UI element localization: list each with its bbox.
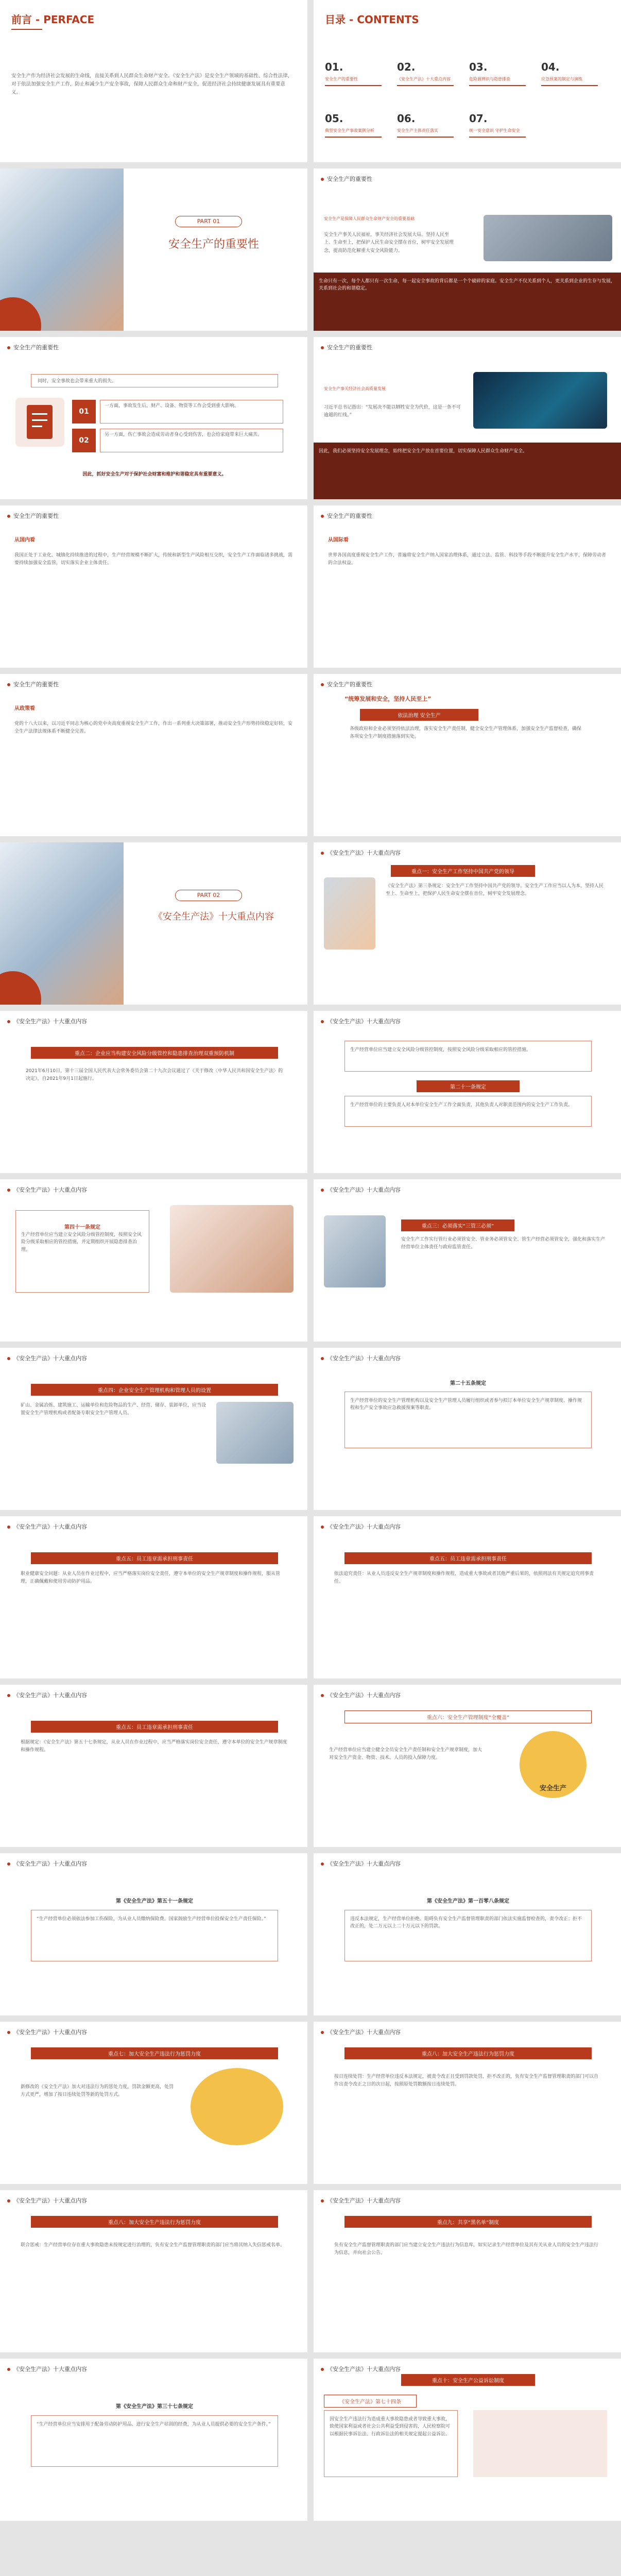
helmet-badge: 安全生产 bbox=[539, 1785, 566, 1792]
slide-header: 《安全生产法》十大重点内容 bbox=[7, 1185, 87, 1194]
slide-20[interactable] bbox=[314, 1516, 621, 1679]
part-label: PART 01 bbox=[175, 216, 242, 227]
body-text: 习近平总书记指出：“发展决不能以牺牲安全为代价，这是一条不可逾越的红线。” bbox=[324, 405, 461, 418]
photo bbox=[216, 1402, 294, 1464]
contents-item-number: 03. bbox=[469, 61, 488, 73]
section-bar: 重点五：员工违章需承担刑事责任 bbox=[31, 1721, 278, 1733]
article-box: 生产经营单位应当建立安全风险分级管控制度，按照安全风险分级采取相应的管控措施。 bbox=[344, 1041, 592, 1072]
body-text: 安全生产事关人民福祉，事关经济社会发展大局。坚持人民至上、生命至上，把保护人民生命安全摆在首位，树牢安全发展理念，提高防范化解重大安全风险能力。 bbox=[324, 232, 454, 253]
slide-header: 《安全生产法》十大重点内容 bbox=[321, 2365, 401, 2373]
body-text: 矿山、金属冶炼、建筑施工、运输单位和危险物品的生产、经营、储存、装卸单位，应当设置安全生产管理机构或者配备专职安全生产管理人员。 bbox=[21, 1403, 206, 1416]
contents-item-underline bbox=[325, 85, 382, 86]
body-text: 职业健康安全问题：从业人员在作业过程中，应当严格落实岗位安全责任，遵守本单位的安全生产规章制度和操作规程，服从管理，正确佩戴和使用劳动防护用品。 bbox=[21, 1571, 281, 1585]
slide-header: 《安全生产法》十大重点内容 bbox=[7, 1859, 87, 1868]
slide-10[interactable] bbox=[314, 674, 621, 836]
preface-title: 前言 - PERFACE bbox=[11, 13, 95, 26]
section-title: 从政策看 bbox=[14, 706, 35, 711]
slide-23[interactable] bbox=[0, 1853, 307, 2015]
slide-12[interactable] bbox=[314, 842, 621, 1005]
slide-header: 安全生产的重要性 bbox=[321, 175, 372, 183]
preface-body: 安全生产作为经济社会发展的生命线，直接关系到人民群众生命财产安全。《安全生产法》是安全生产领域的基础性、综合性法律，对于依法加强安全生产工作，防止和减少生产安全事故，保障人民群众生命和财产安全，促进经济社会持续健康发展具有重要意义。 bbox=[11, 73, 293, 96]
slide-header: 《安全生产法》十大重点内容 bbox=[321, 1017, 401, 1025]
contents-item[interactable] bbox=[397, 112, 461, 138]
article-box: 违反本法规定，生产经营单位拒绝、阻碍负有安全生产监督管理职责的部门依法实施监督检查的，责令改正；拒不改正的，处二万元以上二十万元以下的罚款。 bbox=[344, 1910, 592, 1961]
contents-item-label: 安全生产的重要性 bbox=[325, 77, 358, 81]
section-bar: 重点三：必须落实“三管三必须” bbox=[401, 1219, 514, 1231]
contents-item-underline bbox=[325, 137, 382, 138]
slide-header: 《安全生产法》十大重点内容 bbox=[7, 1354, 87, 1362]
section-title: 第《安全生产法》第三十七条规定 bbox=[116, 2404, 193, 2410]
slide-17[interactable] bbox=[0, 1348, 307, 1510]
section-bar: 重点六：安全生产管理制度“全覆盖” bbox=[344, 1710, 592, 1723]
point-text: 一方面，事故发生后，财产、设备、物资等工作会受到重大影响。 bbox=[100, 400, 283, 423]
photo bbox=[324, 1215, 386, 1287]
contents-item[interactable] bbox=[325, 61, 389, 86]
slide-header: 《安全生产法》十大重点内容 bbox=[321, 1185, 401, 1194]
intro-box: 同时，安全事故也会带来重大的损失。 bbox=[31, 374, 278, 387]
body-text: 依法追究责任：从业人员违反安全生产规章制度和操作规程，造成重大事故或者其他严重后果的，依照刑法有关规定追究刑事责任。 bbox=[334, 1571, 594, 1585]
point-text: 另一方面，伤亡事故会造成劳动者身心受到伤害，也会给家庭带来巨大痛苦。 bbox=[100, 429, 283, 452]
slide-header: 《安全生产法》十大重点内容 bbox=[321, 1691, 401, 1699]
slide-21[interactable] bbox=[0, 1685, 307, 1847]
slide-header: 《安全生产法》十大重点内容 bbox=[7, 2365, 87, 2373]
dark-panel: 因此，我们必须坚持安全发展理念，始终把安全生产放在首要位置，切实保障人民群众生命财产安全。 bbox=[314, 443, 621, 499]
slide-preface[interactable] bbox=[0, 0, 307, 162]
slide-header: 《安全生产法》十大重点内容 bbox=[321, 1859, 401, 1868]
body-text: 党的十八大以来，以习近平同志为核心的党中央高度重视安全生产工作，作出一系列重大决策部署，推动安全生产形势持续稳定好转，安全生产法律法规体系不断健全完善。 bbox=[14, 721, 293, 735]
slide-contents[interactable] bbox=[314, 0, 621, 162]
contents-item-label: 安全生产主体责任落实 bbox=[397, 128, 438, 133]
section-title: 第《安全生产法》第一百零八条规定 bbox=[427, 1899, 509, 1904]
slide-header: 安全生产的重要性 bbox=[7, 512, 59, 520]
body-text: 联合惩戒：生产经营单位存在重大事故隐患未按规定进行治理的，负有安全生产监督管理职责的部门应当将其纳入失信惩戒名单。 bbox=[21, 2243, 285, 2248]
contents-item[interactable] bbox=[325, 112, 389, 138]
slide-19[interactable] bbox=[0, 1516, 307, 1679]
slide-part1[interactable] bbox=[0, 168, 307, 331]
conclusion-text: 因此，抓好安全生产对于保护社会财富和维护和谐稳定具有重要意义。 bbox=[82, 472, 227, 477]
article-box: 生产经营单位应当建立安全风险分级管控制度，按照安全风险分级采取相应的管控措施，并定期组织开展隐患排查治理。 bbox=[15, 1210, 149, 1293]
article-box: “生产经营单位必须依法参加工伤保险，为从业人员缴纳保险费。国家鼓励生产经营单位投保安全生产责任保险。” bbox=[31, 1910, 278, 1961]
slide-5[interactable] bbox=[0, 337, 307, 499]
part-title: 安全生产的重要性 bbox=[168, 238, 259, 251]
section-bar: 重点五：员工违章需承担刑事责任 bbox=[31, 1552, 278, 1564]
slide-16[interactable] bbox=[314, 1179, 621, 1342]
section-title: 第《安全生产法》第五十一条规定 bbox=[116, 1899, 193, 1904]
slide-part2[interactable] bbox=[0, 842, 307, 1005]
slide-header: 《安全生产法》十大重点内容 bbox=[7, 1691, 87, 1699]
section-bar: 重点八：加大安全生产违法行为惩罚力度 bbox=[31, 2216, 278, 2228]
slide-header: 《安全生产法》十大重点内容 bbox=[321, 1522, 401, 1531]
section-bar: 重点一：安全生产工作坚持中国共产党的领导 bbox=[391, 865, 535, 877]
slide-29[interactable] bbox=[0, 2359, 307, 2521]
contents-item-underline bbox=[397, 85, 454, 86]
photo bbox=[324, 877, 375, 950]
body-text: 我国正处于工业化、城镇化持续推进的过程中，生产经营规模不断扩大，传统和新型生产风险相互交织，安全生产工作面临诸多挑战，需要持续加强安全监管，切实落实企业主体责任。 bbox=[14, 553, 293, 566]
slide-header: 安全生产的重要性 bbox=[321, 680, 372, 688]
slide-header: 《安全生产法》十大重点内容 bbox=[321, 2196, 401, 2205]
point-item bbox=[72, 400, 283, 423]
contents-item-label: 统一安全意识 守护生命安全 bbox=[469, 128, 520, 133]
section-label: 安全生产是保障人民群众生命财产安全的重要基础 bbox=[324, 216, 415, 221]
slide-7[interactable] bbox=[0, 505, 307, 668]
section-bar: 重点二：企业应当构建安全风险分级管控和隐患排查治理双重预防机制 bbox=[31, 1047, 278, 1059]
contents-item-number: 05. bbox=[325, 112, 343, 125]
slide-header: 《安全生产法》十大重点内容 bbox=[7, 2196, 87, 2205]
slide-30[interactable] bbox=[314, 2359, 621, 2521]
slide-24[interactable] bbox=[314, 1853, 621, 2015]
slide-26[interactable] bbox=[314, 2022, 621, 2184]
section-title: 第四十一条规定 bbox=[64, 1225, 100, 1230]
section-title: 从国际看 bbox=[328, 537, 349, 543]
article-box: 生产经营单位的主要负责人对本单位安全生产工作全面负责，其他负责人对职责范围内的安全生产工作负责。 bbox=[344, 1096, 592, 1127]
slide-header: 《安全生产法》十大重点内容 bbox=[7, 1017, 87, 1025]
slide-13[interactable] bbox=[0, 1011, 307, 1173]
slide-header: 安全生产的重要性 bbox=[7, 343, 59, 351]
slide-header: 《安全生产法》十大重点内容 bbox=[7, 2028, 87, 2036]
contents-item-number: 04. bbox=[541, 61, 560, 73]
contents-item[interactable] bbox=[397, 61, 461, 86]
body-text: 世界各国高度重视安全生产工作，普遍将安全生产纳入国家治理体系，通过立法、监管、科技等手段不断提升安全生产水平，保障劳动者的合法权益。 bbox=[328, 553, 607, 566]
article-label: 《安全生产法》第七十四条 bbox=[324, 2395, 417, 2408]
dark-panel: 生命只有一次，每个人都只有一次生命，每一起安全事故的背后都是一个个破碎的家庭。安全生产不仅关系到个人，更关系到企业的生存与发展，关系到社会的和谐稳定。 bbox=[314, 273, 621, 331]
contents-item-underline bbox=[397, 137, 454, 138]
section-bar: 重点八：加大安全生产违法行为惩罚力度 bbox=[344, 2047, 592, 2059]
section-label: 安全生产事关经济社会高质量发展 bbox=[324, 386, 386, 391]
contents-item-label: 典型安全生产事故案例分析 bbox=[325, 128, 374, 133]
slide-header: 《安全生产法》十大重点内容 bbox=[321, 2028, 401, 2036]
part-label: PART 02 bbox=[175, 890, 242, 901]
slide-6[interactable] bbox=[314, 337, 621, 499]
slide-14[interactable] bbox=[314, 1011, 621, 1173]
slide-header: 安全生产的重要性 bbox=[7, 680, 59, 688]
body-text: 生产经营单位应当建立健全全员安全生产责任制和安全生产规章制度，加大对安全生产资金、物资、技术、人员的投入保障力度。 bbox=[329, 1748, 482, 1761]
body-text: 安全生产工作实行管行业必须管安全、管业务必须管安全、管生产经营必须管安全，强化和落实生产经营单位主体责任与政府监管责任。 bbox=[401, 1237, 606, 1250]
slide-15[interactable] bbox=[0, 1179, 307, 1342]
slide-header: 安全生产的重要性 bbox=[321, 512, 372, 520]
body-text: 按日连续处罚：生产经营单位违反本法规定，被责令改正且受到罚款处罚，拒不改正的，负有安全生产监督管理职责的部门可以自作出责令改正之日的次日起，按照原处罚数额按日连续处罚。 bbox=[334, 2074, 599, 2088]
section-bar: 重点七：加大安全生产违法行为惩罚力度 bbox=[31, 2047, 278, 2059]
contents-item[interactable] bbox=[541, 61, 606, 86]
contents-item-number: 01. bbox=[325, 61, 343, 73]
article-box: 生产经营单位的安全生产管理机构以及安全生产管理人员履行组织或者参与拟订本单位安全生产规章制度、操作规程和生产安全事故应急救援预案等职责。 bbox=[344, 1392, 592, 1448]
article-box-shaded bbox=[473, 2410, 607, 2477]
warning-signs-illustration bbox=[191, 2068, 283, 2145]
slide-18[interactable] bbox=[314, 1348, 621, 1510]
article-box: 因安全生产违法行为造成重大事故隐患或者导致重大事故，致使国家利益或者社会公共利益受到侵害的，人民检察院可以根据民事诉讼法、行政诉讼法的相关规定提起公益诉讼。 bbox=[324, 2410, 458, 2477]
slide-header: 《安全生产法》十大重点内容 bbox=[321, 1354, 401, 1362]
slide-4[interactable] bbox=[314, 168, 621, 331]
worker-illustration bbox=[170, 1205, 294, 1293]
clipboard-icon bbox=[15, 398, 64, 447]
contents-item[interactable] bbox=[469, 112, 533, 138]
body-text: 负有安全生产监督管理职责的部门应当建立安全生产违法行为信息库，如实记录生产经营单位及其有关从业人员的安全生产违法行为信息，并向社会公告。 bbox=[334, 2243, 599, 2256]
section-bar: 重点五：员工违章需承担刑事责任 bbox=[344, 1552, 592, 1564]
section-bar: 重点九：共享“黑名单”制度 bbox=[344, 2216, 592, 2228]
slide-28[interactable] bbox=[314, 2190, 621, 2352]
slide-header: 安全生产的重要性 bbox=[321, 343, 372, 351]
title-underline bbox=[11, 29, 42, 30]
point-item bbox=[72, 429, 283, 452]
body-text: 各级政府和企业必须坚持依法治理，落实安全生产责任制，健全安全生产管理体系，加强安全生产监督检查，确保各项安全生产制度措施落到实处。 bbox=[350, 726, 582, 740]
body-text: 根据规定：《安全生产法》第五十七条规定，从业人员在作业过程中，应当严格落实岗位安全责任，遵守本单位的安全生产规章制度和操作规程。 bbox=[21, 1740, 287, 1753]
contents-item-label: 危险源辨识与隐患排查 bbox=[469, 77, 510, 81]
slide-27[interactable] bbox=[0, 2190, 307, 2352]
slide-25[interactable] bbox=[0, 2022, 307, 2184]
slide-22[interactable] bbox=[314, 1685, 621, 1847]
part-title: 《安全生产法》十大重点内容 bbox=[153, 911, 274, 922]
contents-title: 目录 - CONTENTS bbox=[325, 13, 419, 26]
quote-banner: “统筹发展和安全，坚持人民至上” bbox=[344, 696, 432, 702]
contents-item-label: 应急预案的制定与演练 bbox=[541, 77, 582, 81]
section-bar: 第二十一条规定 bbox=[417, 1080, 520, 1092]
section-bar: 依法治理 安全生产 bbox=[360, 709, 478, 721]
section-title: 从国内看 bbox=[14, 537, 35, 543]
article-box: “生产经营单位应当安排用于配备劳动防护用品、进行安全生产培训的经费，为从业人员提供必要的安全生产条件。” bbox=[31, 2415, 278, 2467]
contents-item-underline bbox=[469, 85, 526, 86]
body-text: 2021年6月10日，第十三届全国人民代表大会常务委员会第二十九次会议通过了《关于修改〈中华人民共和国安全生产法〉的决定》，自2021年9月1日起施行。 bbox=[26, 1069, 283, 1082]
contents-item[interactable] bbox=[469, 61, 533, 86]
body-text: 新修改的《安全生产法》加大对违法行为的惩处力度，罚款金额更高，处罚方式更严，增加了按日连续处罚等新的处罚方式。 bbox=[21, 2084, 174, 2098]
slide-header: 《安全生产法》十大重点内容 bbox=[7, 1522, 87, 1531]
point-number: 02 bbox=[72, 429, 96, 452]
contents-item-number: 07. bbox=[469, 112, 488, 125]
contents-item-number: 02. bbox=[397, 61, 416, 73]
contents-item-underline bbox=[469, 137, 526, 138]
point-number: 01 bbox=[72, 400, 96, 423]
contents-item-label: 《安全生产法》十大重点内容 bbox=[397, 77, 451, 81]
contents-item-underline bbox=[541, 85, 598, 86]
slide-9[interactable] bbox=[0, 674, 307, 836]
section-bar: 重点四：企业安全生产管理机构和管理人员的设置 bbox=[31, 1384, 278, 1396]
tech-photo bbox=[473, 372, 607, 429]
slide-8[interactable] bbox=[314, 505, 621, 668]
slide-header: 《安全生产法》十大重点内容 bbox=[321, 849, 401, 857]
body-text: 《安全生产法》第三条规定：安全生产工作坚持中国共产党的领导。安全生产工作应当以人为本，坚持人民至上、生命至上，把保护人民生命安全摆在首位，树牢安全发展理念。 bbox=[386, 884, 604, 897]
section-bar: 重点十：安全生产公益诉讼制度 bbox=[401, 2374, 535, 2386]
contents-item-number: 06. bbox=[397, 112, 416, 125]
photo bbox=[484, 215, 612, 261]
section-title: 第二十五条规定 bbox=[450, 1381, 486, 1386]
